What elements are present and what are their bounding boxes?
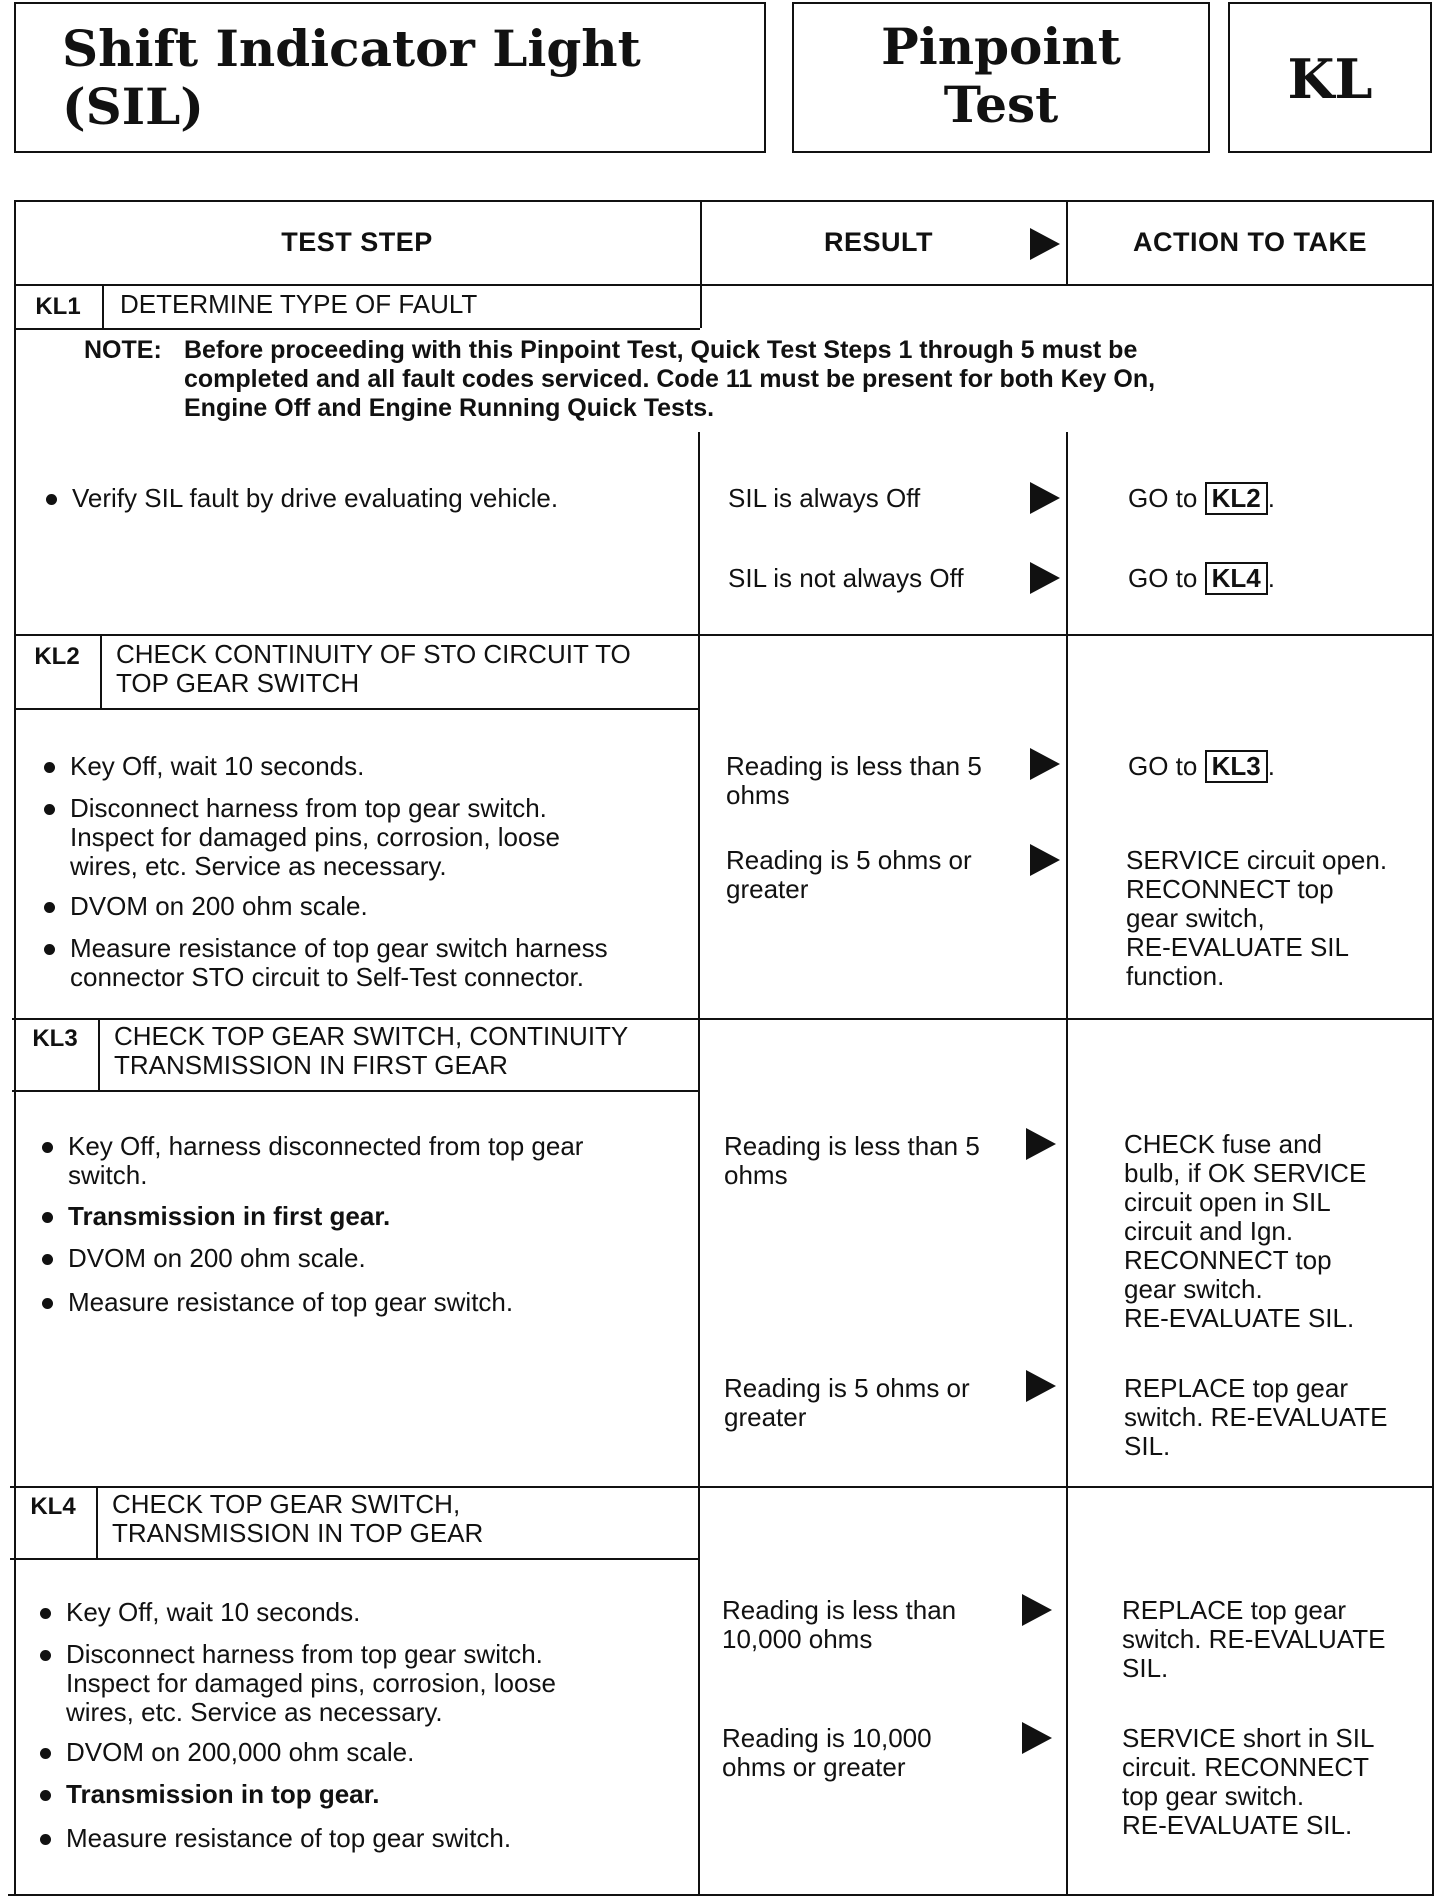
kl3-separator [12,1018,1432,1020]
bullet-icon [40,1748,51,1759]
kl4-step-3: DVOM on 200,000 ohm scale. [66,1738,414,1767]
kl3-step-3: DVOM on 200 ohm scale. [68,1244,366,1273]
col-header-result: RESULT [824,227,933,257]
col-header-test-step: TEST STEP [281,227,433,257]
kl3-title-bottom [12,1090,698,1092]
kl1-action-1: GO to KL2 . [1128,483,1275,513]
kl1-code-divider [102,284,104,328]
pinpoint-test-box [792,2,1210,153]
kl2-step-title: CHECK CONTINUITY OF STO CIRCUIT TO TOP GEAR SWITCH [116,639,631,698]
kl2-result-1: Reading is less than 5 ohms [726,751,982,810]
kl3-action-2: REPLACE top gear switch. RE-EVALUATE SIL. [1124,1373,1388,1461]
kl3-step-title: CHECK TOP GEAR SWITCH, CONTINUITY TRANSMISSION IN FIRST GEAR [114,1021,629,1080]
kl1-title-right [700,284,702,328]
col-divider-2b [1066,432,1068,1894]
bullet-icon [44,902,55,913]
kl1-note-text: Before proceeding with this Pinpoint Test, Quick Test Steps 1 through 5 must be completed and all fault codes serviced. Code 11 must be present for both Key On, Engine Off and Engine Running Quick Tests. [184,336,1156,422]
kl4-title-bottom [10,1558,698,1560]
kl3-step-1: Key Off, harness disconnected from top gear switch. [68,1132,583,1190]
kl2-action-1: GO to KL3 . [1128,751,1275,781]
bullet-icon [40,1650,51,1661]
right-arrow-icon [1026,1128,1056,1160]
bullet-icon [40,1834,51,1845]
right-arrow-icon [1022,1594,1052,1626]
kl4-step-code: KL4 [30,1493,76,1520]
col-header-action: ACTION TO TAKE [1133,227,1367,257]
kl4-step-title: CHECK TOP GEAR SWITCH, TRANSMISSION IN TOP GEAR [112,1489,484,1548]
kl1-note-label: NOTE: [84,336,162,364]
table-top-border [14,200,1434,202]
kl3-action-1: CHECK fuse and bulb, if OK SERVICE circuit open in SIL circuit and Ign. RECONNECT top gear switch. RE-EVALUATE SIL. [1124,1129,1367,1333]
kl1-action-2: GO to KL4 . [1128,563,1275,593]
kl1-result-2: SIL is not always Off [728,563,964,593]
kl2-step-2: Disconnect harness from top gear switch. Inspect for damaged pins, corrosion, loose wires, etc. Service as necessary. [70,794,560,881]
kl2-action-2: SERVICE circuit open. RECONNECT top gear switch, RE-EVALUATE SIL function. [1126,845,1388,991]
right-arrow-icon [1030,482,1060,514]
kl3-result-1: Reading is less than 5 ohms [724,1131,980,1190]
test-code: KL [1287,47,1373,111]
kl2-separator [14,634,1434,636]
kl1-step-code: KL1 [35,293,81,320]
right-arrow-icon [1022,1722,1052,1754]
col-divider-1 [700,200,702,284]
kl2-code-divider [100,634,102,708]
bullet-icon [44,944,55,955]
kl2-reference-link[interactable]: KL2 [1205,482,1268,515]
kl4-result-2: Reading is 10,000 ohms or greater [722,1723,932,1782]
kl1-step-1: Verify SIL fault by drive evaluating vehicle. [72,484,558,513]
bullet-icon [46,494,57,505]
kl4-action-2: SERVICE short in SIL circuit. RECONNECT top gear switch. RE-EVALUATE SIL. [1122,1723,1375,1840]
kl3-result-2: Reading is 5 ohms or greater [724,1373,970,1432]
table-right-border [1432,200,1434,1896]
kl2-step-1: Key Off, wait 10 seconds. [70,752,364,781]
bullet-icon [44,762,55,773]
kl2-step-3: DVOM on 200 ohm scale. [70,892,368,921]
right-arrow-icon [1030,228,1060,260]
page-title: Shift Indicator Light (SIL) [62,19,641,136]
table-bottom-border [8,1894,1432,1896]
bullet-icon [44,804,55,815]
test-code-box [1228,2,1432,153]
kl4-step-5: Measure resistance of top gear switch. [66,1824,511,1853]
kl4-step-2: Disconnect harness from top gear switch. Inspect for damaged pins, corrosion, loose wires, etc. Service as necessary. [66,1640,556,1727]
kl4-action-1: REPLACE top gear switch. RE-EVALUATE SIL. [1122,1595,1386,1683]
bullet-icon [40,1608,51,1619]
kl2-step-code: KL2 [34,643,80,670]
kl3-step-2: Transmission in first gear. [68,1202,390,1231]
kl3-code-divider [98,1018,100,1090]
pinpoint-test-label: Pinpoint Test [881,17,1121,134]
kl2-title-bottom [14,708,698,710]
bullet-icon [42,1212,53,1223]
kl4-step-1: Key Off, wait 10 seconds. [66,1598,360,1627]
kl2-result-2: Reading is 5 ohms or greater [726,845,972,904]
kl3-step-4: Measure resistance of top gear switch. [68,1288,513,1317]
bullet-icon [42,1254,53,1265]
kl4-result-1: Reading is less than 10,000 ohms [722,1595,957,1654]
kl3-step-code: KL3 [32,1025,78,1052]
kl4-step-4: Transmission in top gear. [66,1780,380,1809]
right-arrow-icon [1026,1370,1056,1402]
kl4-code-divider [96,1486,98,1558]
kl1-result-1: SIL is always Off [728,483,921,513]
right-arrow-icon [1030,844,1060,876]
kl4-reference-link[interactable]: KL4 [1205,562,1268,595]
header-row-border [14,284,1434,286]
title-box [14,2,766,153]
bullet-icon [40,1790,51,1801]
bullet-icon [42,1298,53,1309]
kl1-title-bottom [14,328,700,330]
right-arrow-icon [1030,748,1060,780]
kl3-reference-link[interactable]: KL3 [1205,750,1268,783]
bullet-icon [42,1142,53,1153]
col-divider-1b [698,432,700,1894]
right-arrow-icon [1030,562,1060,594]
kl4-separator [10,1486,1432,1488]
kl1-step-title: DETERMINE TYPE OF FAULT [120,289,478,319]
kl2-step-4: Measure resistance of top gear switch harness connector STO circuit to Self-Test connector. [70,934,608,992]
